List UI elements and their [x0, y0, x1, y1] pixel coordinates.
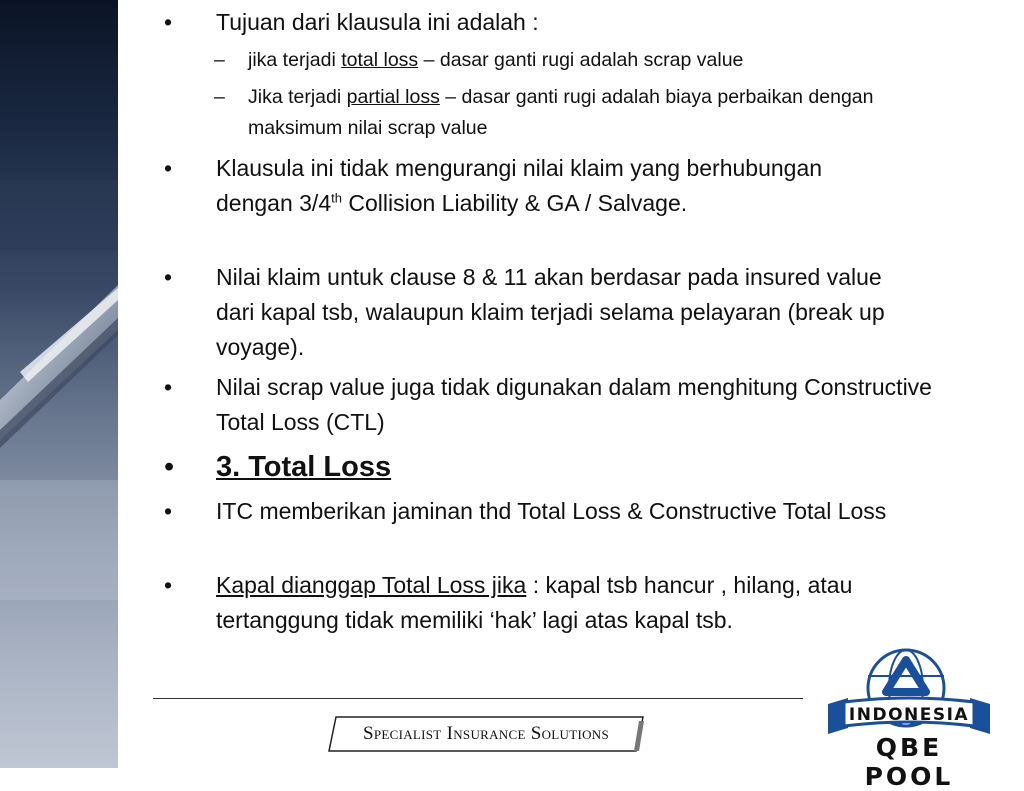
bullet-symbol: • [164, 572, 173, 598]
bullet-symbol: • [164, 264, 173, 290]
dash-symbol: – [214, 86, 225, 108]
decorative-sidebar-image [0, 0, 118, 768]
fountain-pen-nib-icon [0, 0, 118, 768]
footer-divider [153, 698, 803, 699]
underlined-term: Kapal dianggap Total Loss jika [216, 572, 527, 598]
logo-wordmark: QBE POOL [864, 733, 954, 791]
bullet-symbol: • [164, 9, 173, 35]
dash-symbol: – [214, 49, 225, 71]
bullet-text: ITC memberikan jaminan thd Total Loss & Constructive Total Loss [216, 498, 887, 524]
bullet-text: Klausula ini tidak mengurangi nilai klaim yang berhubungan dengan 3/4th Collision Liability & GA / Salvage. [216, 155, 823, 216]
logo-banner-text: INDONESIA [848, 705, 970, 725]
bullet-text: Kapal dianggap Total Loss jika : kapal tsb hancur , hilang, atau tertanggung tidak memiliki ‘hak’ lagi atas kapal tsb. [216, 572, 853, 633]
bullet-text: Nilai scrap value juga tidak digunakan dalam menghitung Constructive Total Loss (CTL) [216, 374, 932, 435]
section-heading: 3. Total Loss [216, 451, 392, 483]
bullet-symbol: • [164, 451, 175, 483]
tagline-text: Specialist Insurance Solutions [362, 723, 610, 744]
underlined-term: partial loss [346, 86, 440, 108]
bullet-text: Nilai klaim untuk clause 8 & 11 akan berdasar pada insured value dari kapal tsb, walaupun klaim terjadi selama pelayaran (break up voyage). [216, 264, 885, 360]
tagline-banner [328, 716, 644, 752]
bullet-symbol: • [164, 498, 173, 524]
underlined-term: total loss [341, 49, 419, 71]
bullet-text: Tujuan dari klausula ini adalah : [216, 9, 539, 35]
bullet-symbol: • [164, 155, 173, 181]
bullet-symbol: • [164, 374, 173, 400]
